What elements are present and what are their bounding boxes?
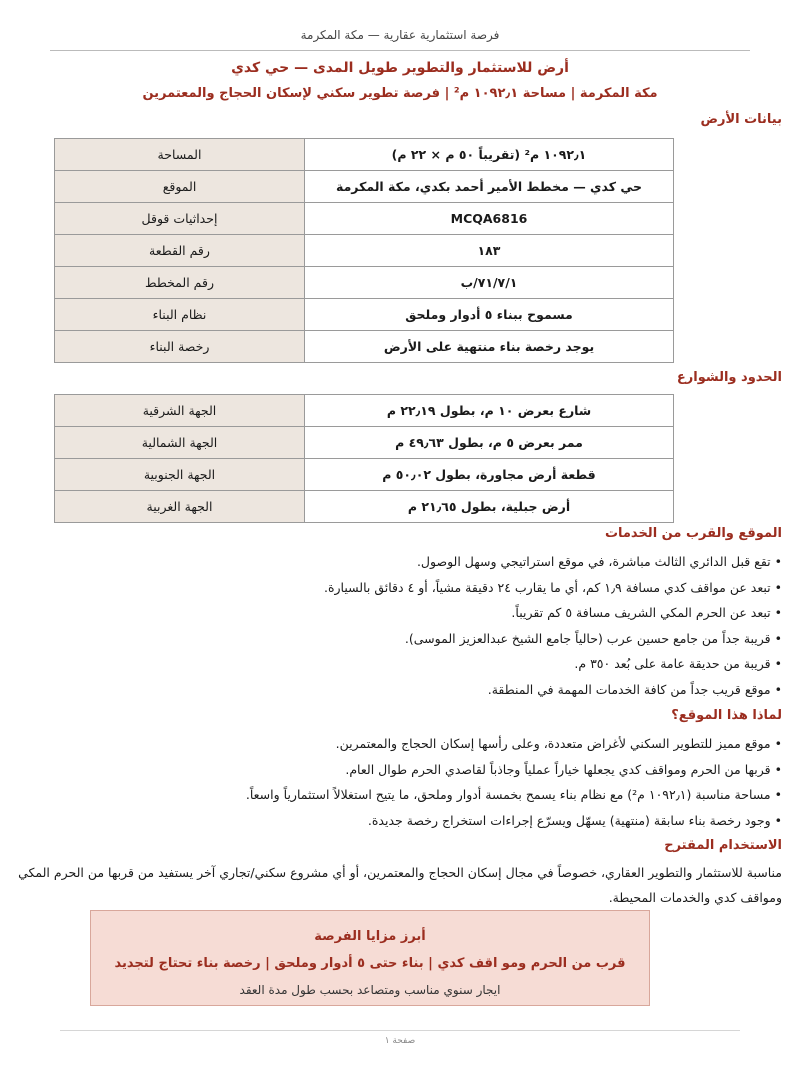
table-row	[55, 235, 674, 267]
list-item: • قريبة من حديقة عامة على بُعد ٣٥٠ م.	[20, 651, 782, 677]
highlights-note: ايجار سنوي مناسب ومتصاعد بحسب طول مدة العقد	[239, 983, 501, 997]
table-cell-label: المساحة	[55, 139, 305, 171]
table-row	[55, 299, 674, 331]
list-item: • قربها من الحرم ومواقف كدي يجعلها خياراً عملياً وجاذباً لقاصدي الحرم طوال العام.	[20, 757, 782, 783]
list-item: • مساحة مناسبة (١٠٩٢٫١ م²) مع نظام بناء يسمح بخمسة أدوار وملحق، ما يتيح استغلالاً استثمارياً واسعاً.	[20, 782, 782, 808]
table-cell-label: الجهة الشرقية	[55, 395, 305, 427]
table-cell-value: ١٨٣	[305, 235, 674, 267]
highlights-title: أبرز مزايا الفرصة	[314, 929, 426, 944]
table-cell-value: أرض جبلية، بطول ٢١٫٦٥ م	[305, 491, 674, 523]
table-cell-label: نظام البناء	[55, 299, 305, 331]
table-row	[55, 459, 674, 491]
table-row	[55, 139, 674, 171]
borders-table	[54, 394, 674, 523]
table-cell-value: ممر بعرض ٥ م، بطول ٤٩٫٦٣ م	[305, 427, 674, 459]
table-cell-label: رخصة البناء	[55, 331, 305, 363]
usage-paragraph: مناسبة للاستثمار والتطوير العقاري، خصوصاً في مجال إسكان الحجاج والمعتمرين، أو أي مشروع سكني/تجاري آخر يستفيد من قربها من الحرم المكي ومواقف كدي والخدمات المحيطة.	[18, 865, 782, 905]
table-cell-label: الجهة الجنوبية	[55, 459, 305, 491]
highlights-box	[90, 910, 650, 1006]
table-cell-value: شارع بعرض ١٠ م، بطول ٢٢٫١٩ م	[305, 395, 674, 427]
table-cell-value: قطعة أرض مجاورة، بطول ٥٠٫٠٢ م	[305, 459, 674, 491]
table-cell-label: الجهة الشمالية	[55, 427, 305, 459]
table-row	[55, 171, 674, 203]
table-row	[55, 427, 674, 459]
table-row	[55, 491, 674, 523]
page-number: صفحة ١	[384, 1036, 416, 1046]
page-title: أرض للاستثمار والتطوير طويل المدى — حي كدي	[231, 60, 569, 76]
table-cell-value: حي كدي — مخطط الأمير أحمد بكدي، مكة المكرمة	[305, 171, 674, 203]
page-subtitle: مكة المكرمة | مساحة ١٠٩٢٫١ م² | فرصة تطوير سكني لإسكان الحجاج والمعتمرين	[142, 86, 658, 101]
table-cell-label: إحداثيات قوقل	[55, 203, 305, 235]
table-row	[55, 331, 674, 363]
table-cell-label: رقم القطعة	[55, 235, 305, 267]
why-section-title: لماذا هذا الموقع؟	[671, 708, 782, 723]
list-item: • تبعد عن مواقف كدي مسافة ١٫٩ كم، أي ما يقارب ٢٤ دقيقة مشياً، أو ٤ دقائق بالسيارة.	[20, 575, 782, 601]
land-section-title: بيانات الأرض	[700, 112, 782, 127]
highlights-line: قرب من الحرم ومو اقف كدي | بناء حتى ٥ أدوار وملحق | رخصة بناء تحتاج لتجديد	[114, 956, 626, 971]
table-row	[55, 267, 674, 299]
table-row	[55, 395, 674, 427]
table-cell-label: الموقع	[55, 171, 305, 203]
location-section-title: الموقع والقرب من الخدمات	[604, 526, 782, 541]
table-cell-label: الجهة الغربية	[55, 491, 305, 523]
list-item: • موقع مميز للتطوير السكني لأغراض متعددة، وعلى رأسها إسكان الحجاج والمعتمرين.	[20, 731, 782, 757]
table-row	[55, 203, 674, 235]
page-header: فرصة استثمارية عقارية — مكة المكرمة	[50, 28, 750, 51]
table-cell-value: MCQA6816	[305, 203, 674, 235]
table-cell-value: مسموح ببناء ٥ أدوار وملحق	[305, 299, 674, 331]
table-cell-label: رقم المخطط	[55, 267, 305, 299]
borders-section-title: الحدود والشوارع	[676, 370, 782, 385]
table-cell-value: يوجد رخصة بناء منتهية على الأرض	[305, 331, 674, 363]
list-item: • موقع قريب جداً من كافة الخدمات المهمة في المنطقة.	[20, 677, 782, 703]
location-list	[20, 549, 782, 702]
list-item: • قريبة جداً من جامع حسين عرب (حالياً جامع الشيخ عبدالعزيز الموسى).	[20, 626, 782, 652]
list-item: • تقع قبل الدائري الثالث مباشرة، في موقع استراتيجي وسهل الوصول.	[20, 549, 782, 575]
usage-section-title: الاستخدام المقترح	[664, 838, 782, 853]
land-table	[54, 138, 674, 363]
why-list	[20, 731, 782, 833]
list-item: • وجود رخصة بناء سابقة (منتهية) يسهّل ويسرّع إجراءات استخراج رخصة جديدة.	[20, 808, 782, 834]
table-cell-value: ٧١/٧/١/ب	[305, 267, 674, 299]
list-item: • تبعد عن الحرم المكي الشريف مسافة ٥ كم تقريباً.	[20, 600, 782, 626]
footer-divider	[60, 1030, 740, 1031]
table-cell-value: ١٠٩٢٫١ م² (تقريباً ٥٠ م × ٢٢ م)	[305, 139, 674, 171]
